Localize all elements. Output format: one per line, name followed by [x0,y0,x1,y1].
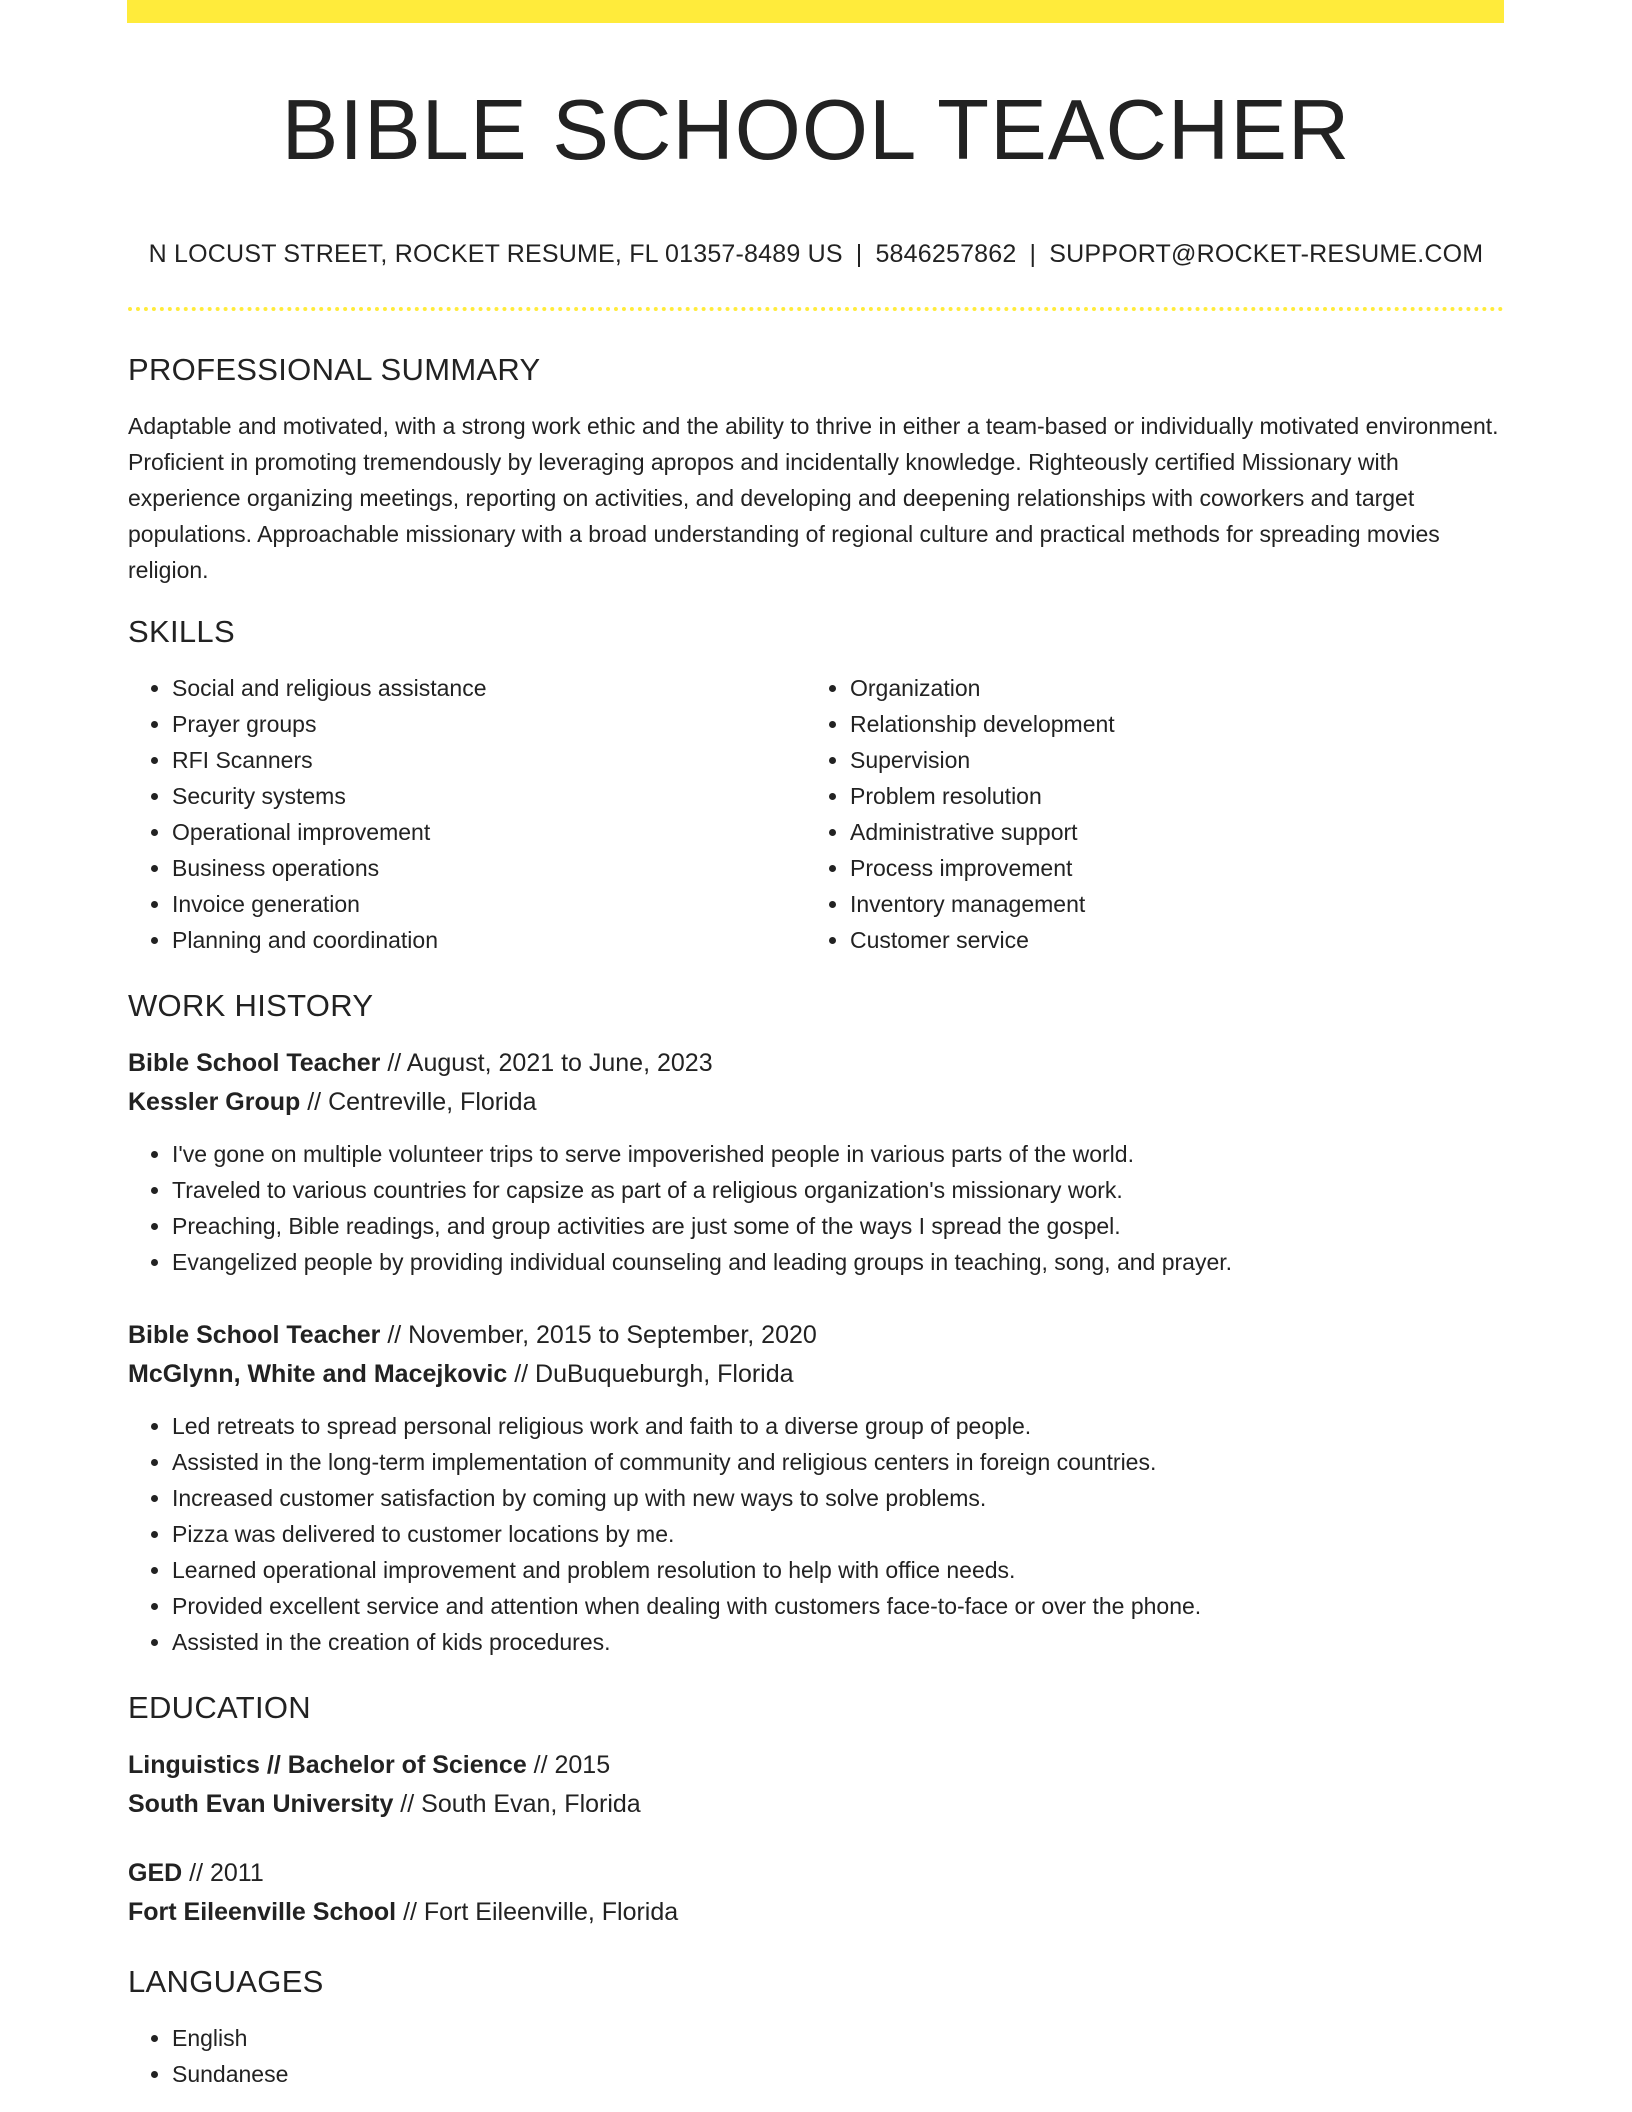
contact-separator: | [1029,240,1037,268]
job-location: // DuBuqueburgh, Florida [507,1360,794,1388]
summary-text: Adaptable and motivated, with a strong work ethic and the ability to thrive in either a team-based or individually motivated environment. Proficient in promoting tremendously by leveraging apropos and incidentally knowledge. Righteously certified Missionary with experience organizing meetings, reporting on activities, and developing and deepening relationships with coworkers and target populations. Approachable missionary with a broad understanding of regional culture and practical methods for spreading movies religion. [128,413,1499,583]
education-school-line [128,1785,1504,1824]
job-location: // Centreville, Florida [300,1088,537,1116]
job-company-line [128,1083,1504,1122]
skill-item: • Social and religious assistance [172,670,806,706]
job-company: McGlynn, White and Macejkovic [128,1360,508,1388]
education-location: // South Evan, Florida [393,1790,641,1818]
job-role-line [128,1316,1504,1355]
education-entry [128,1746,1504,1824]
skill-item: • Process improvement [850,850,1484,886]
section-title-work-history: WORK HISTORY [128,988,374,1023]
skill-item: • Supervision [850,742,1484,778]
job-bullet: • Preaching, Bible readings, and group activities are just some of the ways I spread the gospel. [172,1208,1504,1244]
skill-item: • RFI Scanners [172,742,806,778]
education-year: // 2015 [526,1751,611,1779]
skill-item: • Customer service [850,922,1484,958]
job-bullet: • Provided excellent service and attention when dealing with customers face-to-face or over the phone. [172,1588,1504,1624]
section-title-summary: PROFESSIONAL SUMMARY [128,352,541,387]
job-bullet: • Led retreats to spread personal religious work and faith to a diverse group of people. [172,1408,1504,1444]
contact-line [128,237,1504,271]
job-bullet: • Pizza was delivered to customer locations by me. [172,1516,1504,1552]
skills-list [128,670,1504,958]
education-school: Fort Eileenville School [128,1898,397,1926]
skill-item: • Invoice generation [172,886,806,922]
address: N LOCUST STREET, ROCKET RESUME, FL 01357-8489 US [148,240,843,268]
skill-item: • Inventory management [850,886,1484,922]
job-entry [128,1316,1504,1660]
skill-item: • Prayer groups [172,706,806,742]
job-entry [128,1044,1504,1280]
job-bullet: • Evangelized people by providing individual counseling and leading groups in teaching, song, and prayer. [172,1244,1504,1280]
job-role-line [128,1044,1504,1083]
job-dates: // November, 2015 to September, 2020 [380,1321,817,1349]
language-item: • Sundanese [172,2056,1504,2092]
job-bullet: • Increased customer satisfaction by coming up with new ways to solve problems. [172,1480,1504,1516]
phone: 5846257862 [875,240,1017,268]
job-bullet: • Traveled to various countries for capsize as part of a religious organization's missionary work. [172,1172,1504,1208]
education-location: // Fort Eileenville, Florida [396,1898,679,1926]
language-item: • English [172,2020,1504,2056]
skill-item: • Administrative support [850,814,1484,850]
education-degree-line [128,1854,1504,1893]
resume-body [128,350,1504,2092]
education-degree: GED [128,1859,183,1887]
job-role: Bible School Teacher [128,1049,381,1077]
contact-separator: | [855,240,863,268]
job-role: Bible School Teacher [128,1321,381,1349]
education-entry [128,1854,1504,1932]
skill-item: • Operational improvement [172,814,806,850]
job-bullets [128,1136,1504,1280]
job-bullet: • I've gone on multiple volunteer trips to serve impoverished people in various parts of the world. [172,1136,1504,1172]
job-bullet: • Assisted in the creation of kids procedures. [172,1624,1504,1660]
job-dates: // August, 2021 to June, 2023 [380,1049,713,1077]
education-degree-line [128,1746,1504,1785]
skill-item: • Organization [850,670,1484,706]
skill-item: • Security systems [172,778,806,814]
skills-column-right [806,670,1484,958]
skills-column-left [128,670,806,958]
section-title-languages: LANGUAGES [128,1964,324,1999]
skill-item: • Planning and coordination [172,922,806,958]
job-company-line [128,1355,1504,1394]
candidate-title: BIBLE SCHOOL TEACHER [281,83,1351,178]
languages-list [128,2020,1504,2092]
section-title-skills: SKILLS [128,614,235,649]
email: SUPPORT@ROCKET-RESUME.COM [1049,240,1484,268]
skill-item: • Business operations [172,850,806,886]
skill-item: • Problem resolution [850,778,1484,814]
header-divider [128,307,1504,311]
section-title-education: EDUCATION [128,1690,311,1725]
education-school-line [128,1893,1504,1932]
education-degree: Linguistics // Bachelor of Science [128,1751,527,1779]
education-year: // 2011 [182,1859,264,1887]
skill-item: • Relationship development [850,706,1484,742]
job-bullet: • Assisted in the long-term implementation of community and religious centers in foreign countries. [172,1444,1504,1480]
job-bullets [128,1408,1504,1660]
education-school: South Evan University [128,1790,394,1818]
top-accent-bar [127,0,1504,23]
job-bullet: • Learned operational improvement and problem resolution to help with office needs. [172,1552,1504,1588]
job-company: Kessler Group [128,1088,301,1116]
